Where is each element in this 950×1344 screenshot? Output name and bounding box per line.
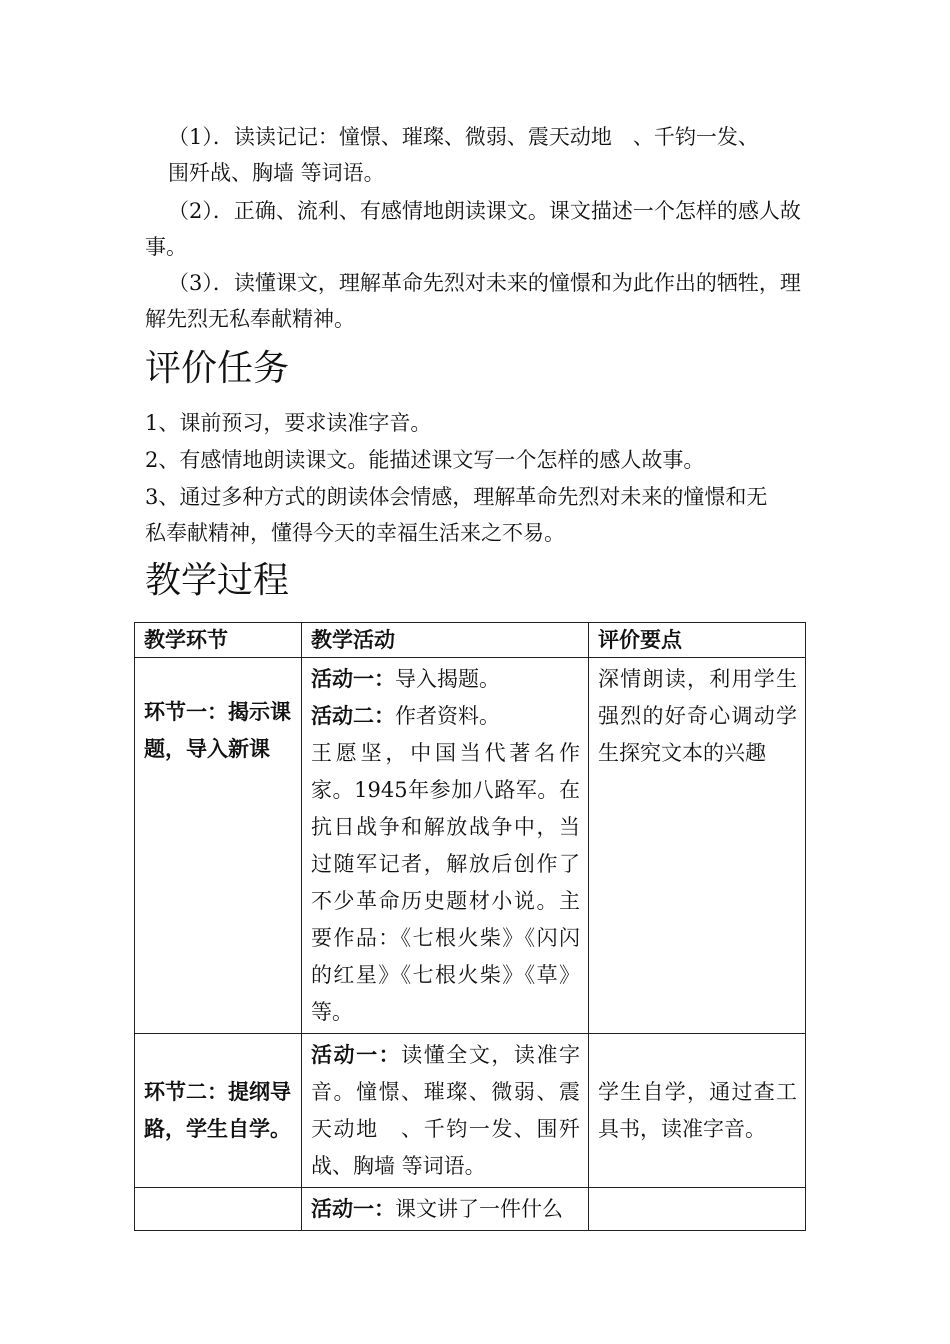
activity-label: 活动一： — [311, 1043, 402, 1067]
activity-label: 活动一： — [311, 667, 395, 691]
objective-line: （1）．读读记记：憧憬、璀璨、微弱、震天动地 、千钧一发、 — [168, 125, 759, 149]
activity-item — [311, 1037, 580, 1185]
activity-label: 活动一： — [311, 1197, 395, 1221]
evaluation-cell: 学生自学，通过查工具书，读准字音。 — [589, 1034, 806, 1188]
process-heading: 教学过程 — [145, 560, 290, 601]
activity-text: 王愿坚，中国当代著名作家。1945年参加八路军。在抗日战争和解放战争中，当过随军记者，解放后创作了不少革命历史题材小说。主要作品：《七根火柴》《闪闪的红星》《七根火柴》《草》等。 — [311, 741, 580, 1024]
table-header-row — [135, 623, 806, 658]
activity-item — [311, 698, 580, 735]
stage-label: 环节一：揭示课题，导入新课 — [144, 699, 291, 761]
activity-text: 读懂全文，读准字音。憧憬、璀璨、微弱、震天动地 、千钧一发、围歼战、胸墙 等词语。 — [311, 1043, 581, 1178]
evaluation-item: 2、有感情地朗读课文。能描述课文写一个怎样的感人故事。 — [145, 448, 705, 472]
objective-line: （3）．读懂课文，理解革命先烈对未来的憧憬和为此作出的牺牲，理 — [168, 271, 801, 295]
column-header: 评价要点 — [589, 623, 806, 658]
activity-cell — [302, 1034, 589, 1188]
table-row — [135, 658, 806, 1034]
column-header: 教学活动 — [302, 623, 589, 658]
activity-label: 活动二： — [311, 704, 395, 728]
activity-item — [311, 735, 580, 1031]
objective-line: 事。 — [145, 235, 187, 259]
evaluation-cell — [589, 1188, 806, 1231]
table-row — [135, 1034, 806, 1188]
evaluation-item: 私奉献精神，懂得今天的幸福生活来之不易。 — [145, 521, 565, 545]
stage-cell — [135, 658, 302, 1034]
evaluation-item: 1、课前预习，要求读准字音。 — [145, 411, 432, 435]
activity-cell — [302, 1188, 589, 1231]
table-row — [135, 1188, 806, 1231]
activity-text: 导入揭题。 — [395, 667, 500, 691]
column-header: 教学环节 — [135, 623, 302, 658]
evaluation-cell: 深情朗读，利用学生强烈的好奇心调动学生探究文本的兴趣 — [589, 658, 806, 1034]
objective-line: （2）．正确、流利、有感情地朗读课文。课文描述一个怎样的感人故 — [168, 199, 801, 223]
evaluation-heading: 评价任务 — [145, 348, 290, 389]
objective-line: 解先烈无私奉献精神。 — [145, 307, 355, 331]
stage-cell — [135, 1034, 302, 1188]
evaluation-item: 3、通过多种方式的朗读体会情感，理解革命先烈对未来的憧憬和无 — [145, 485, 768, 509]
activity-text: 作者资料。 — [395, 704, 500, 728]
activity-item — [311, 661, 580, 698]
stage-cell — [135, 1188, 302, 1231]
objective-line: 围歼战、胸墙 等词语。 — [168, 161, 385, 185]
stage-label: 环节二：提纲导路，学生自学。 — [144, 1080, 291, 1141]
process-table — [134, 622, 806, 1231]
activity-text: 课文讲了一件什么 — [395, 1197, 563, 1221]
activity-cell — [302, 658, 589, 1034]
